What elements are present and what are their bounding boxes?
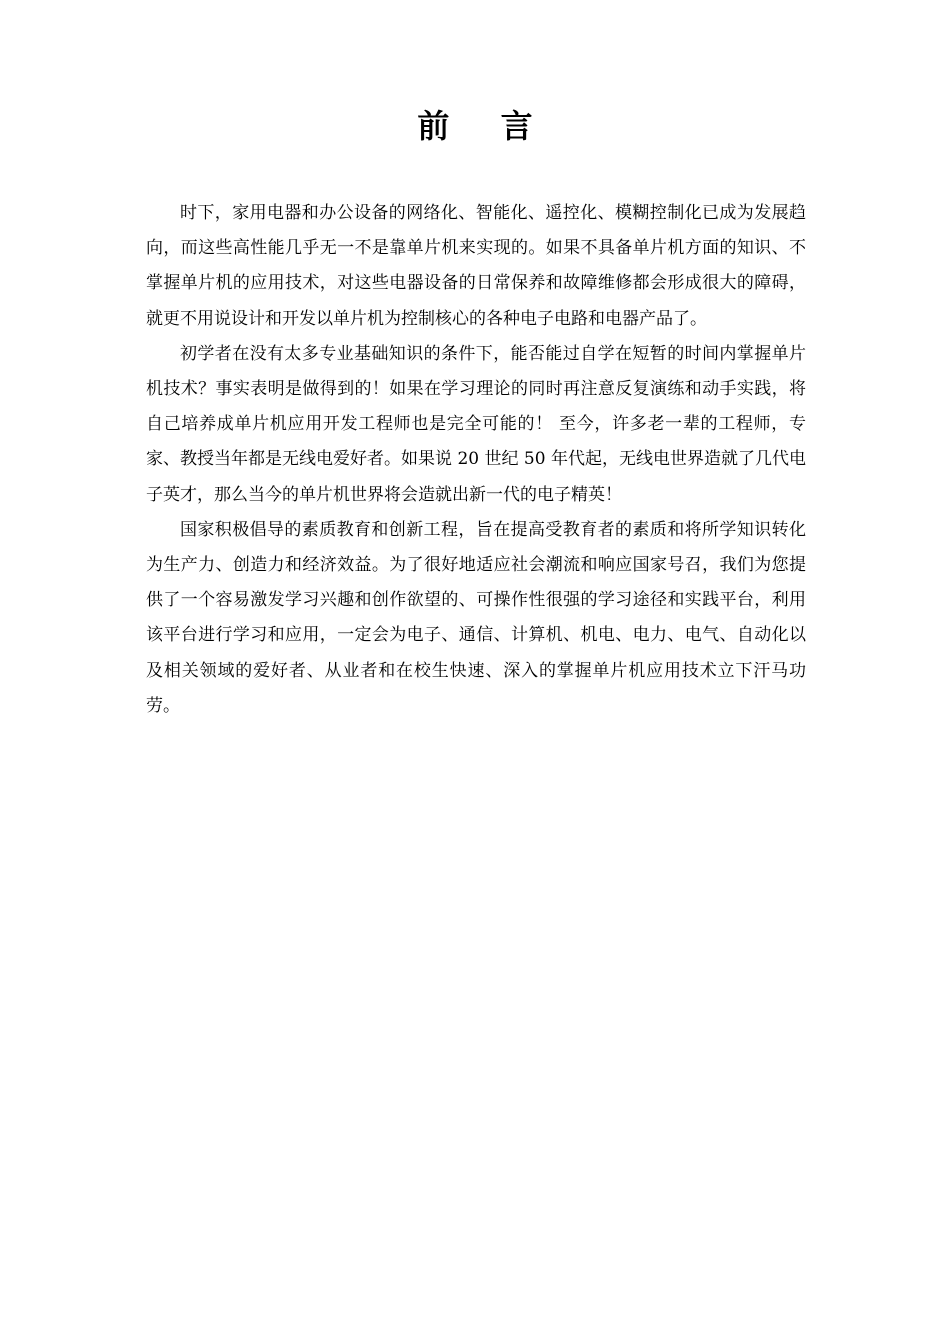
paragraph-3: 国家积极倡导的素质教育和创新工程，旨在提高受教育者的素质和将所学知识转化为生产力、创造力和经济效益。为了很好地适应社会潮流和响应国家号召，我们为您提供了一个容易激发学习兴趣和创作欲望的、可操作性很强的学习途径和实践平台，利用该平台进行学习和应用，一定会为电子、通信、计算机、机电、电力、电气、自动化以及相关领域的爱好者、从业者和在校生快速、深入的掌握单片机应用技术立下汗马功劳。 <box>146 519 806 716</box>
page-title: 前 言 <box>417 107 553 145</box>
document-body <box>146 196 806 724</box>
paragraph-2: 初学者在没有太多专业基础知识的条件下，能否能过自学在短暂的时间内掌握单片机技术？事实表明是做得到的！如果在学习理论的同时再注意反复演练和动手实践，将自己培养成单片机应用开发工程师也是完全可能的！ 至今，许多老一辈的工程师，专家、教授当年都是无线电爱好者。如果说 20 世纪 50 年代起，无线电世界造就了几代电子英才，那么当今的单片机世界将会造就出新一代的电子精英！ <box>146 343 806 505</box>
paragraph-1: 时下，家用电器和办公设备的网络化、智能化、遥控化、模糊控制化已成为发展趋向，而这些高性能几乎无一不是靠单片机来实现的。如果不具备单片机方面的知识、不掌握单片机的应用技术，对这些电器设备的日常保养和故障维修都会形成很大的障碍，就更不用说设计和开发以单片机为控制核心的各种电子电路和电器产品了。 <box>146 203 806 329</box>
